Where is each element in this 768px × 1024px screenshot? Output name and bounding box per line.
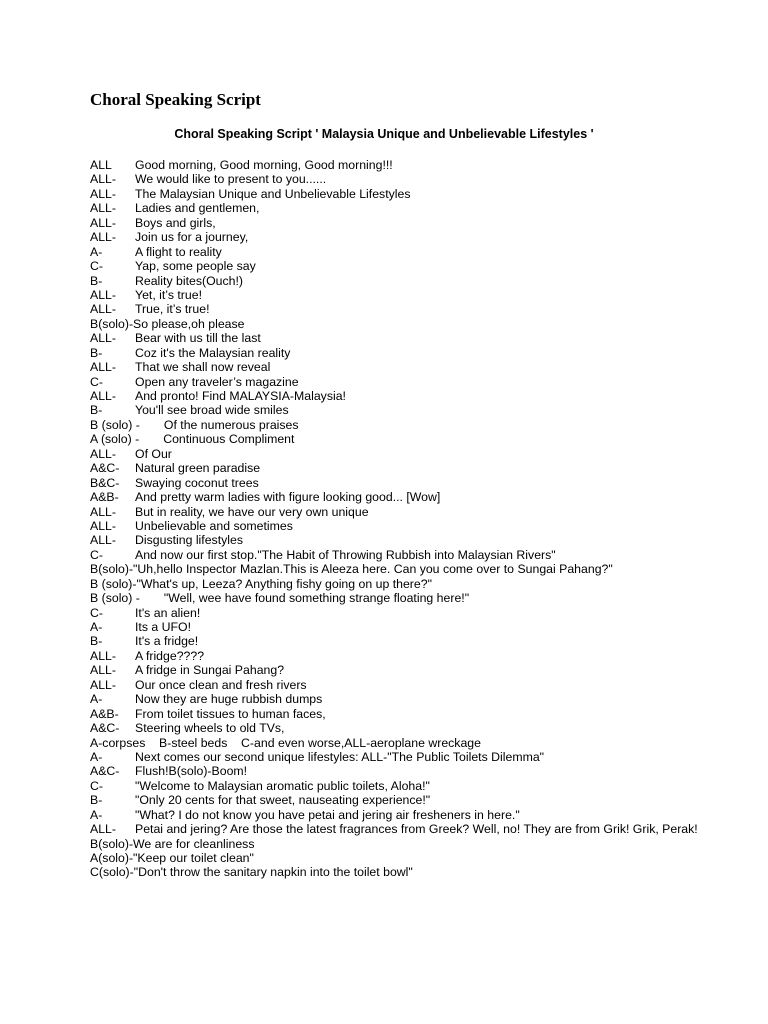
speaker-label: A&C-: [90, 764, 120, 779]
speaker-label: A-: [90, 692, 103, 707]
line-text: Coz it's the Malaysian reality: [135, 345, 291, 360]
line-text: And pretty warm ladies with figure looking good... [Wow]: [135, 490, 441, 505]
script-line: [90, 649, 710, 663]
script-line: [90, 490, 710, 504]
script-line: [90, 721, 710, 735]
line-text: From toilet tissues to human faces,: [135, 706, 326, 721]
script-line: [90, 562, 710, 576]
speaker-label: A(solo)-: [90, 851, 134, 866]
line-text: "What? I do not know you have petai and jering air fresheners in here.": [135, 807, 520, 822]
script-line: [90, 779, 710, 793]
line-text: Join us for a journey,: [135, 230, 249, 245]
speaker-label: A-: [90, 807, 103, 822]
speaker-label: B (solo) -: [90, 417, 140, 432]
script-line: [90, 432, 710, 446]
line-text: "Only 20 cents for that sweet, nauseating experience!": [135, 793, 431, 808]
line-text: Unbelievable and sometimes: [135, 518, 293, 533]
speaker-label: A&B-: [90, 490, 119, 505]
speaker-label: ALL-: [90, 663, 116, 678]
script-line: [90, 634, 710, 648]
script-line: [90, 519, 710, 533]
line-text: So please,oh please: [133, 316, 245, 331]
line-text: And now our first stop."The Habit of Throwing Rubbish into Malaysian Rivers": [135, 547, 556, 562]
script-line: [90, 259, 710, 273]
line-text: Swaying coconut trees: [135, 475, 259, 490]
speaker-label: C-: [90, 778, 103, 793]
line-text: Its a UFO!: [135, 620, 192, 634]
script-body: [90, 158, 710, 880]
line-text: Yap, some people say: [135, 259, 256, 274]
line-text: Next comes our second unique lifestyles: ALL-"The Public Toilets Dilemma": [135, 749, 545, 764]
speaker-label: B (solo)-: [90, 576, 137, 591]
script-line: [90, 274, 710, 288]
script-line: [90, 172, 710, 186]
line-text: A flight to reality: [135, 244, 222, 259]
script-line: [90, 158, 710, 172]
line-text: Of the numerous praises: [163, 417, 299, 432]
line-text: Continuous Compliment: [163, 432, 295, 447]
speaker-label: ALL-: [90, 287, 116, 302]
script-line: [90, 230, 710, 244]
script-line: [90, 375, 710, 389]
script-line: [90, 822, 710, 836]
speaker-label: A-: [90, 244, 103, 259]
script-line: [90, 447, 710, 461]
speaker-label: C-: [90, 374, 103, 389]
script-line: [90, 865, 710, 879]
line-text: It's a fridge!: [135, 634, 199, 649]
line-text: A-corpses B-steel beds C-and even worse,ALL-aeroplane wreckage: [90, 735, 481, 750]
line-text: Boys and girls,: [135, 215, 216, 230]
script-line: [90, 476, 710, 490]
line-text: And pronto! Find MALAYSIA-Malaysia!: [135, 389, 346, 403]
script-line: [90, 533, 710, 547]
speaker-label: C(solo)-: [90, 865, 134, 880]
script-line: [90, 606, 710, 620]
script-line: [90, 505, 710, 519]
line-text: "Welcome to Malaysian aromatic public toilets, Aloha!": [135, 778, 430, 793]
script-line: [90, 678, 710, 692]
speaker-label: ALL-: [90, 518, 116, 533]
line-text: "Keep our toilet clean": [133, 851, 254, 866]
script-line: [90, 331, 710, 345]
script-line: [90, 793, 710, 807]
speaker-label: ALL-: [90, 186, 116, 201]
script-line: [90, 201, 710, 215]
script-line: [90, 548, 710, 562]
line-text: Bear with us till the last: [135, 331, 261, 346]
script-line: [90, 389, 710, 403]
speaker-label: B-: [90, 793, 103, 808]
line-text: Reality bites(Ouch!): [135, 273, 243, 288]
script-line: [90, 707, 710, 721]
script-line: [90, 837, 710, 851]
speaker-label: A&C-: [90, 721, 120, 736]
line-text: Natural green paradise: [135, 461, 261, 476]
script-line: [90, 736, 710, 750]
line-text: Flush!B(solo)-Boom!: [135, 764, 248, 779]
speaker-label: A&C-: [90, 461, 120, 476]
script-line: [90, 360, 710, 374]
speaker-label: A&B-: [90, 706, 119, 721]
line-text: Our once clean and fresh rivers: [135, 677, 307, 692]
speaker-label: B-: [90, 345, 103, 360]
script-line: [90, 692, 710, 706]
speaker-label: ALL-: [90, 446, 116, 461]
speaker-label: B (solo) -: [90, 591, 140, 606]
speaker-label: B(solo)-: [90, 836, 134, 851]
line-text: "Don't throw the sanitary napkin into the toilet bowl": [133, 865, 413, 880]
script-line: [90, 663, 710, 677]
script-line: [90, 808, 710, 822]
line-text: But in reality, we have our very own unique: [135, 504, 369, 519]
speaker-label: B(solo)-: [90, 316, 134, 331]
speaker-label: A-: [90, 620, 103, 634]
script-line: [90, 591, 710, 605]
line-text: Good morning, Good morning, Good morning!!!: [135, 158, 393, 172]
line-text: Ladies and gentlemen,: [135, 201, 260, 216]
script-line: [90, 302, 710, 316]
script-line: [90, 750, 710, 764]
line-text: "What's up, Leeza? Anything fishy going on up there?": [136, 576, 432, 591]
speaker-label: B-: [90, 273, 103, 288]
speaker-label: ALL-: [90, 822, 116, 837]
speaker-label: ALL-: [90, 215, 116, 230]
speaker-label: B-: [90, 403, 103, 418]
script-line: [90, 346, 710, 360]
speaker-label: A-: [90, 749, 103, 764]
speaker-label: ALL-: [90, 201, 116, 216]
speaker-label: ALL-: [90, 504, 116, 519]
script-line: [90, 461, 710, 475]
speaker-label: A (solo) -: [90, 432, 140, 447]
line-text: Yet, it’s true!: [135, 287, 202, 302]
script-line: [90, 403, 710, 417]
speaker-label: C-: [90, 547, 103, 562]
line-text: A fridge????: [135, 648, 205, 663]
speaker-label: ALL: [90, 158, 112, 172]
line-text: "Uh,hello Inspector Mazlan.This is Aleeza here. Can you come over to Sungai Pahang?": [133, 562, 613, 577]
script-subtitle: Choral Speaking Script ' Malaysia Unique and Unbelievable Lifestyles ': [174, 127, 594, 141]
line-text: We would like to present to you......: [135, 172, 327, 187]
speaker-label: C-: [90, 259, 103, 274]
speaker-label: ALL-: [90, 677, 116, 692]
speaker-label: ALL-: [90, 533, 116, 548]
script-line: [90, 764, 710, 778]
speaker-label: ALL-: [90, 230, 116, 245]
line-text: It's an alien!: [135, 605, 201, 620]
line-text: Of Our: [135, 446, 172, 461]
script-line: [90, 216, 710, 230]
speaker-label: ALL-: [90, 389, 116, 403]
script-line: [90, 620, 710, 634]
page-title: Choral Speaking Script: [90, 90, 261, 109]
script-line: [90, 245, 710, 259]
speaker-label: ALL-: [90, 648, 116, 663]
speaker-label: ALL-: [90, 360, 116, 375]
script-line: [90, 577, 710, 591]
speaker-label: ALL-: [90, 331, 116, 346]
line-text: We are for cleanliness: [133, 836, 255, 851]
script-line: [90, 851, 710, 865]
line-text: Petai and jering? Are those the latest fragrances from Greek? Well, no! They are from Grik! Grik, Perak!: [135, 822, 698, 837]
line-text: Open any traveler’s magazine: [135, 374, 299, 389]
line-text: "Well, wee have found something strange floating here!": [163, 591, 470, 606]
line-text: The Malaysian Unique and Unbelievable Lifestyles: [135, 186, 411, 201]
speaker-label: ALL-: [90, 172, 116, 187]
speaker-label: C-: [90, 605, 103, 620]
speaker-label: B-: [90, 634, 103, 649]
script-line: [90, 317, 710, 331]
line-text: True, it’s true!: [135, 302, 210, 317]
line-text: A fridge in Sungai Pahang?: [135, 663, 285, 678]
speaker-label: B(solo)-: [90, 562, 134, 577]
script-line: [90, 288, 710, 302]
speaker-label: ALL-: [90, 302, 116, 317]
line-text: You'll see broad wide smiles: [135, 403, 289, 418]
line-text: Disgusting lifestyles: [135, 533, 243, 548]
script-line: [90, 187, 710, 201]
script-line: [90, 418, 710, 432]
speaker-label: B&C-: [90, 475, 120, 490]
line-text: That we shall now reveal: [135, 360, 271, 375]
line-text: Steering wheels to old TVs,: [135, 721, 285, 736]
line-text: Now they are huge rubbish dumps: [135, 692, 323, 707]
